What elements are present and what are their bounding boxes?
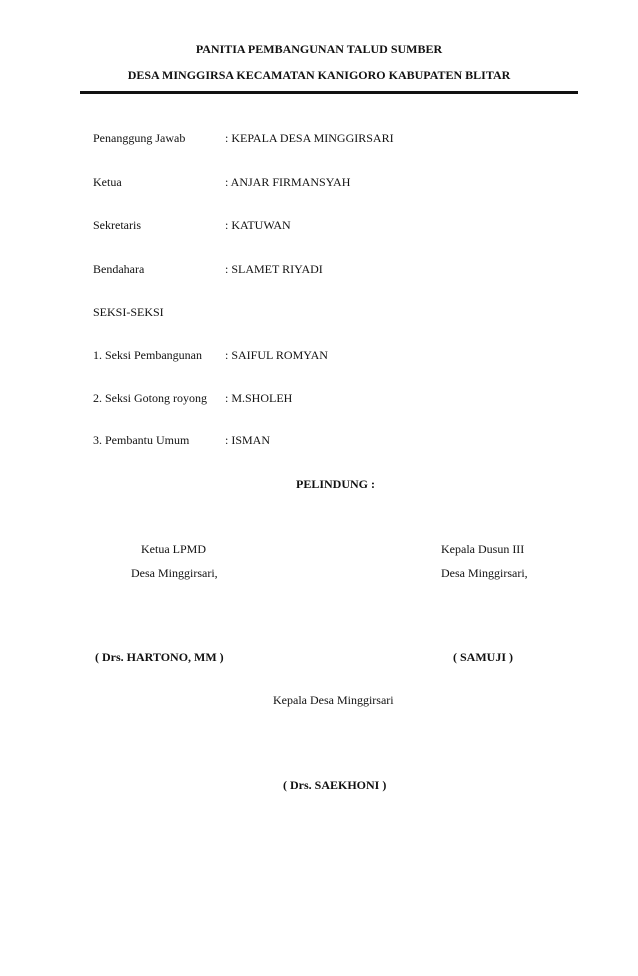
seksi-value: : M.SHOLEH: [225, 391, 293, 405]
seksi-value: : ISMAN: [225, 433, 271, 447]
right-signatory-title: Kepala Dusun III: [441, 542, 525, 556]
role-label: Ketua: [93, 175, 122, 189]
left-signatory-name: ( Drs. HARTONO, MM ): [95, 650, 224, 664]
role-value: : KATUWAN: [225, 218, 291, 232]
center-signatory-title: Kepala Desa Minggirsari: [273, 693, 394, 707]
right-signatory-name: ( SAMUJI ): [453, 650, 513, 664]
role-label: Penanggung Jawab: [93, 131, 186, 145]
seksi-label: 3. Pembantu Umum: [93, 433, 190, 447]
seksi-value: : SAIFUL ROMYAN: [225, 348, 328, 362]
header-divider: [80, 91, 578, 94]
right-signatory-place: Desa Minggirsari,: [441, 566, 528, 580]
header-subtitle: DESA MINGGIRSA KECAMATAN KANIGORO KABUPATEN BLITAR: [127, 68, 511, 82]
seksi-label: 1. Seksi Pembangunan: [93, 348, 202, 362]
left-signatory-place: Desa Minggirsari,: [131, 566, 218, 580]
role-value: : SLAMET RIYADI: [225, 262, 323, 276]
role-value: : ANJAR FIRMANSYAH: [225, 175, 351, 189]
left-signatory-title: Ketua LPMD: [141, 542, 206, 556]
role-value: : KEPALA DESA MINGGIRSARI: [225, 131, 394, 145]
header-title: PANITIA PEMBANGUNAN TALUD SUMBER: [195, 42, 443, 56]
role-label: Bendahara: [93, 262, 145, 276]
seksi-label: 2. Seksi Gotong royong: [93, 391, 207, 405]
seksi-heading: SEKSI-SEKSI: [93, 305, 164, 319]
pelindung-heading: PELINDUNG :: [296, 477, 376, 491]
center-signatory-name: ( Drs. SAEKHONI ): [283, 778, 387, 792]
role-label: Sekretaris: [93, 218, 141, 232]
